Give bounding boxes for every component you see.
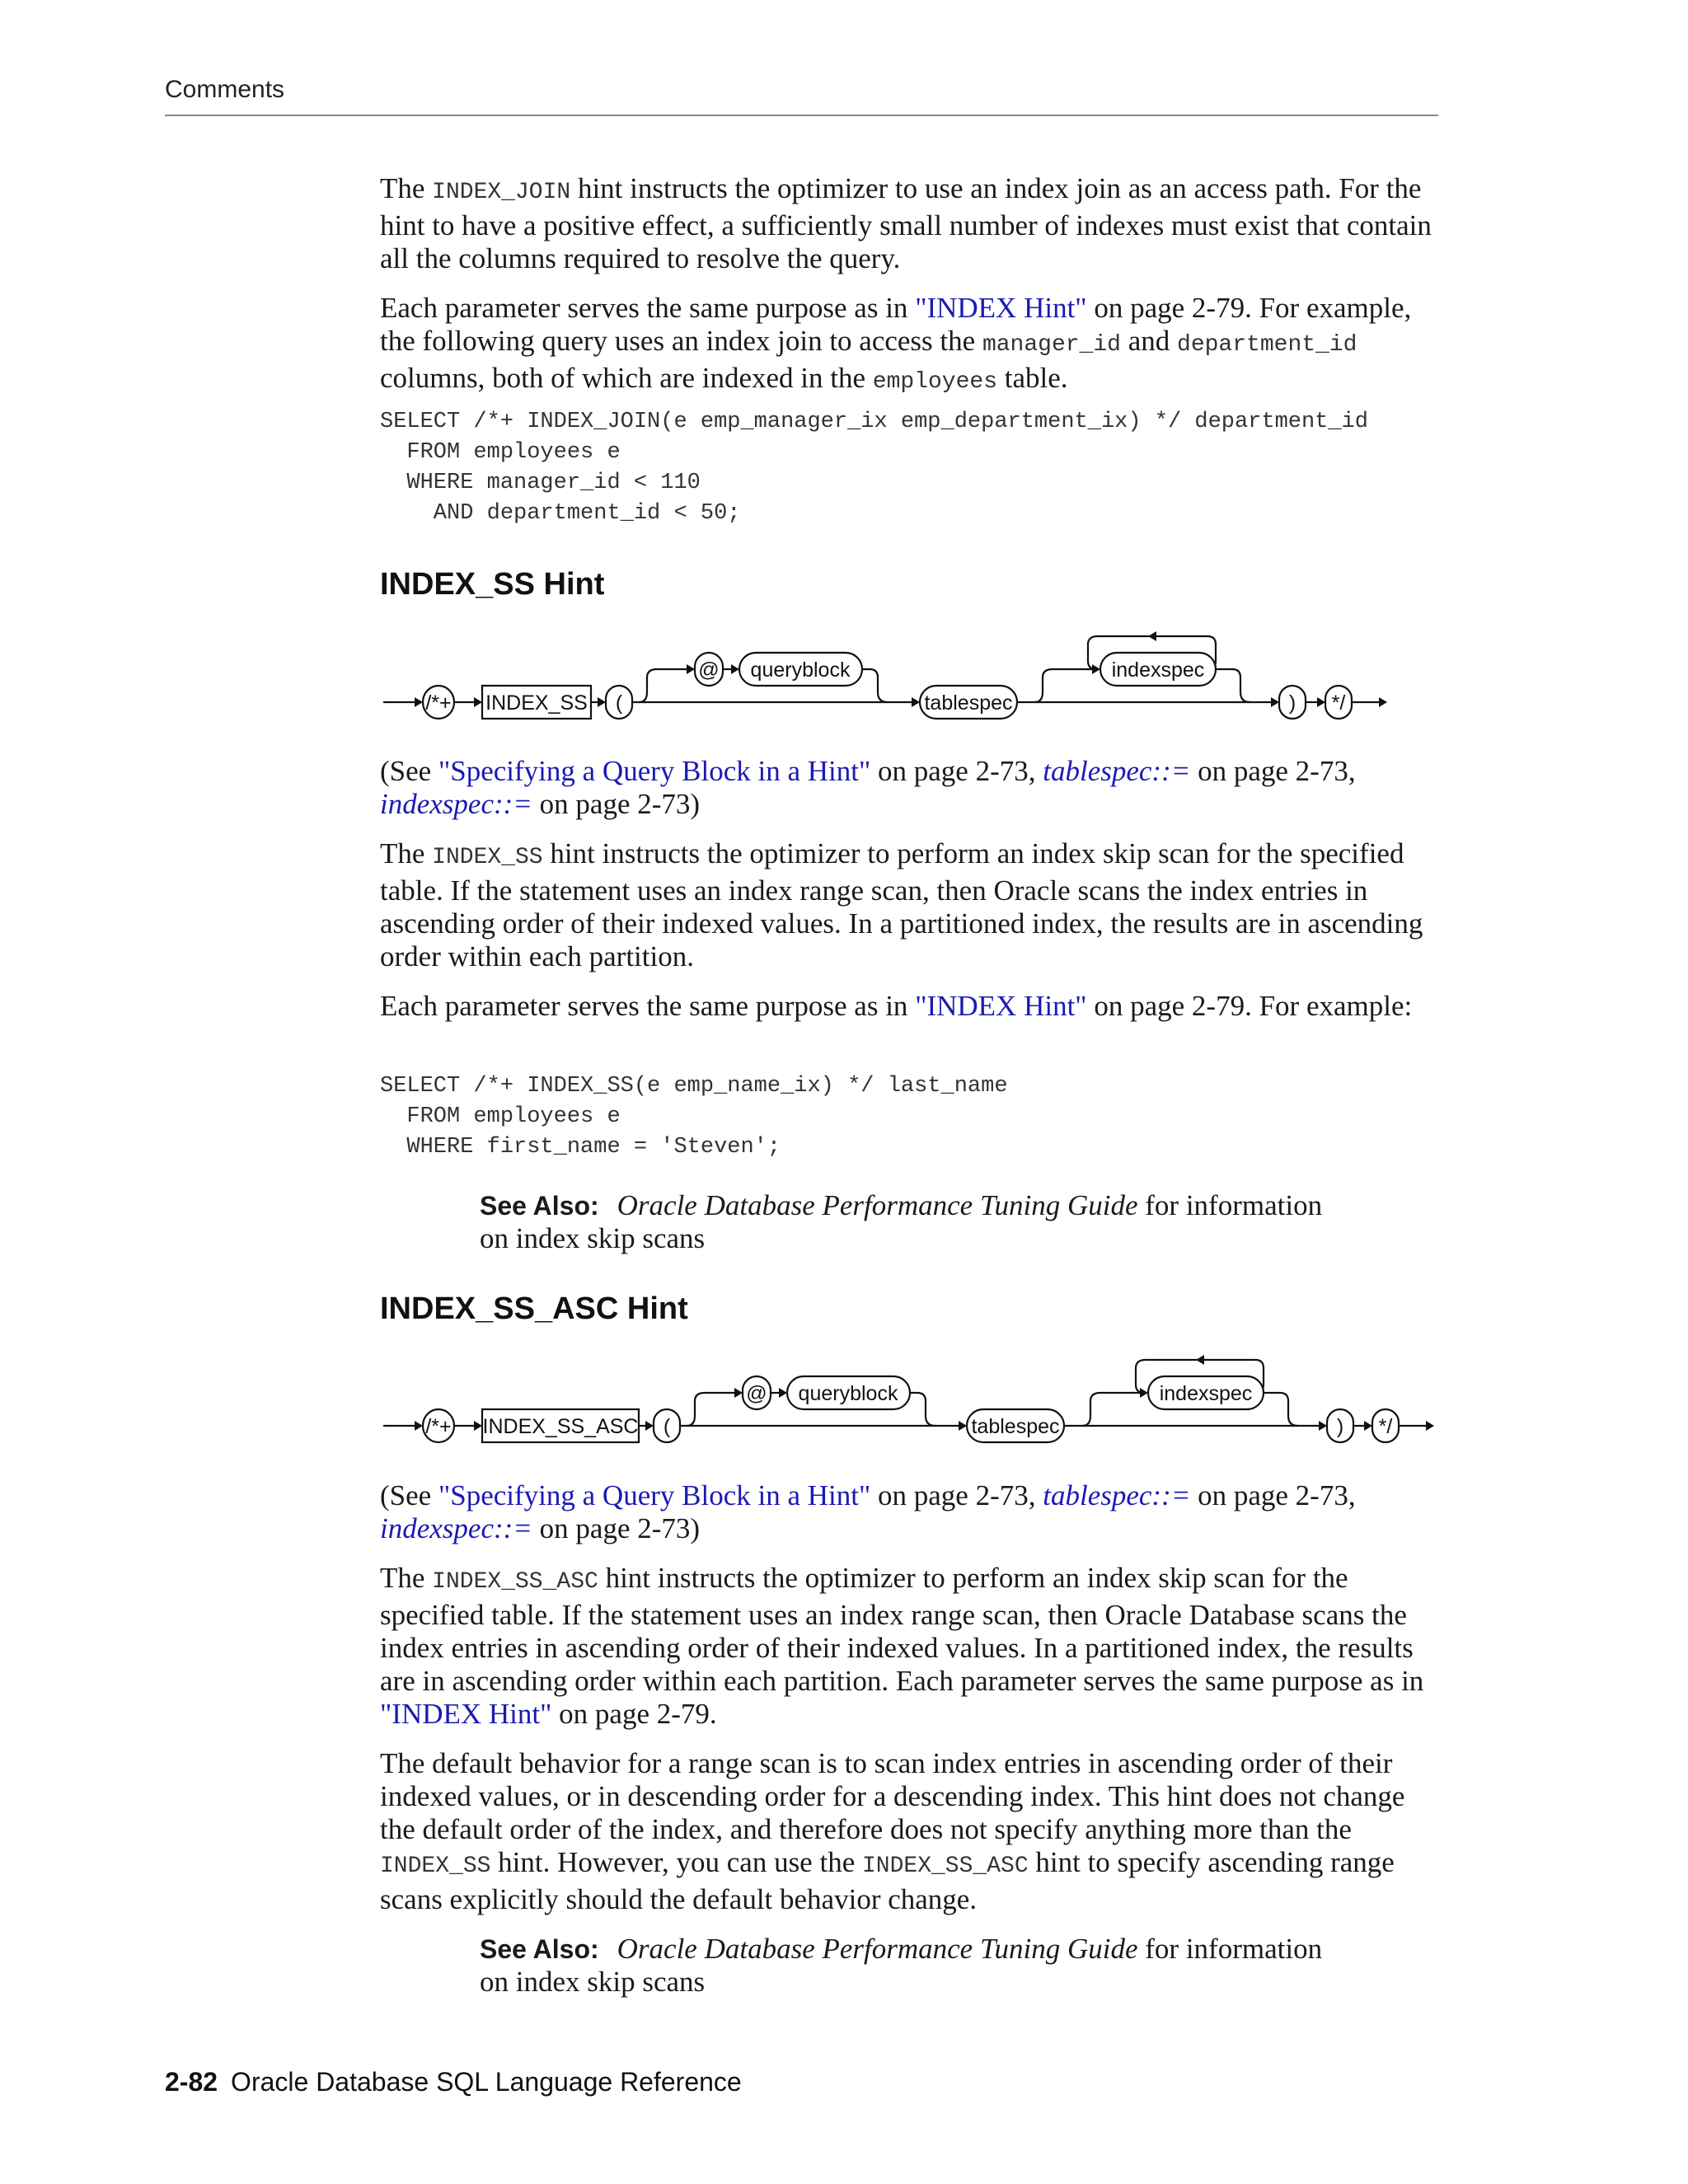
see-also-note	[480, 1189, 1353, 1255]
inline-code: INDEX_SS_ASC	[861, 1854, 1029, 1879]
text: columns, both of which are indexed in the	[380, 362, 873, 394]
text: for information on index skip scans	[480, 1933, 1323, 1998]
inline-code: INDEX_SS	[380, 1854, 491, 1879]
text: on page 2-73)	[532, 788, 701, 820]
text: The default behavior for a range scan is to scan index entries in ascending order of their indexed values, or in descending order for a descending index. This hint does not change the default order of the index, and therefore does not specify anything more than the	[380, 1747, 1405, 1845]
text: (See	[380, 755, 438, 787]
text: and	[1120, 325, 1178, 357]
text: on page 2-73)	[532, 1512, 701, 1544]
text: on page 2-73,	[1190, 1479, 1356, 1511]
inline-code: INDEX_JOIN	[432, 180, 571, 205]
paragraph	[380, 1562, 1443, 1731]
text: on page 2-73,	[870, 755, 1043, 787]
index-hint-link[interactable]: "INDEX Hint"	[915, 990, 1087, 1022]
tablespec-link[interactable]: tablespec::=	[1043, 1479, 1191, 1511]
text: on page 2-79. For example, the following query uses an index join to access the	[380, 292, 1412, 357]
text: table.	[997, 362, 1068, 394]
diagram-end-token: */	[1378, 1415, 1393, 1438]
text: on page 2-79.	[551, 1698, 717, 1730]
inline-code: INDEX_SS	[432, 845, 543, 870]
diagram-end-token: */	[1331, 691, 1346, 715]
page-footer	[165, 2067, 742, 2097]
inline-code: department_id	[1177, 332, 1357, 358]
diagram-keyword: INDEX_SS	[485, 691, 588, 715]
page-number: 2-82	[165, 2067, 218, 2097]
diagram-queryblock: queryblock	[798, 1382, 898, 1405]
index-hint-link[interactable]: "INDEX Hint"	[380, 1698, 552, 1730]
guide-title: Oracle Database Performance Tuning Guide	[617, 1189, 1138, 1221]
diagram-start-token: /*+	[425, 1415, 452, 1438]
indexspec-link[interactable]: indexspec::=	[380, 1512, 532, 1544]
text: (See	[380, 1479, 438, 1511]
text: Each parameter serves the same purpose as in	[380, 990, 916, 1022]
running-header: Comments	[165, 76, 285, 103]
diagram-rparen: )	[1288, 691, 1296, 715]
text: The	[380, 172, 433, 204]
text: hint to specify ascending range scans explicitly should the default behavior change.	[380, 1846, 1395, 1915]
diagram-lparen: (	[663, 1415, 671, 1438]
index-ss-asc-text	[380, 1479, 1443, 1916]
index-hint-link[interactable]: "INDEX Hint"	[915, 292, 1087, 324]
see-also-label: See Also:	[480, 1934, 599, 1964]
text: on page 2-73,	[870, 1479, 1043, 1511]
guide-title: Oracle Database Performance Tuning Guide	[617, 1933, 1138, 1965]
diagram-indexspec: indexspec	[1159, 1382, 1253, 1405]
diagram-rparen: )	[1336, 1415, 1344, 1438]
code-example-index-ss: SELECT /*+ INDEX_SS(e emp_name_ix) */ last_name FROM employees e WHERE first_name = 'Steven';	[380, 1074, 1008, 1160]
text: on page 2-73,	[1190, 755, 1356, 787]
text: hint. However, you can use the	[490, 1846, 862, 1878]
paragraph	[380, 172, 1443, 275]
section-heading-index-ss-asc: INDEX_SS_ASC Hint	[380, 1291, 688, 1326]
inline-code: employees	[872, 369, 998, 395]
syntax-diagram-index-ss-asc	[375, 1350, 1438, 1449]
index-ss-text	[380, 755, 1443, 1023]
diagram-lparen: (	[615, 691, 623, 715]
text: hint instructs the optimizer to use an index join as an access path. For the hint to have a positive effect, a sufficiently small number of indexes must exist that contain all the columns required to resolve the query.	[380, 172, 1432, 274]
diagram-indexspec: indexspec	[1111, 658, 1205, 682]
text: The	[380, 837, 433, 869]
see-also-note	[480, 1933, 1353, 1999]
diagram-queryblock: queryblock	[750, 658, 851, 682]
text: hint instructs the optimizer to perform an index skip scan for the specified table. If the statement uses an index range scan, then Oracle scans the index entries in ascending order of their indexed values. In a partitioned index, the results are in ascending order within each partition.	[380, 837, 1423, 972]
inline-code: INDEX_SS_ASC	[432, 1569, 598, 1595]
see-references	[380, 755, 1443, 821]
paragraph	[380, 990, 1443, 1023]
book-title: Oracle Database SQL Language Reference	[231, 2067, 742, 2097]
paragraph	[380, 1747, 1443, 1916]
text: for information on index skip scans	[480, 1189, 1323, 1254]
paragraph	[380, 292, 1443, 399]
diagram-tablespec: tablespec	[971, 1415, 1060, 1438]
text: hint instructs the optimizer to perform an index skip scan for the specified table. If the statement uses an index range scan, then Oracle Database scans the index entries in ascending order of their indexed values. In a partitioned index, the results are in ascending order within each partition. Each parameter serves the same purpose as in	[380, 1562, 1424, 1697]
tablespec-link[interactable]: tablespec::=	[1043, 755, 1191, 787]
query-block-link[interactable]: "Specifying a Query Block in a Hint"	[438, 755, 871, 787]
see-also-label: See Also:	[480, 1191, 599, 1221]
text: Each parameter serves the same purpose as in	[380, 292, 916, 324]
paragraph	[380, 837, 1443, 973]
header-rule	[165, 115, 1438, 116]
index-join-text	[380, 172, 1443, 399]
text: The	[380, 1562, 433, 1594]
code-example-index-join: SELECT /*+ INDEX_JOIN(e emp_manager_ix emp_department_ix) */ department_id FROM employees e WHERE manager_id < 110 AND department_id < 50;	[380, 410, 1368, 526]
diagram-tablespec: tablespec	[924, 691, 1013, 715]
text: on page 2-79. For example:	[1086, 990, 1413, 1022]
section-heading-index-ss: INDEX_SS Hint	[380, 567, 605, 602]
query-block-link[interactable]: "Specifying a Query Block in a Hint"	[438, 1479, 871, 1511]
see-references	[380, 1479, 1443, 1545]
inline-code: manager_id	[982, 332, 1121, 358]
diagram-at: @	[746, 1382, 767, 1405]
indexspec-link[interactable]: indexspec::=	[380, 788, 532, 820]
diagram-keyword: INDEX_SS_ASC	[482, 1415, 639, 1438]
syntax-diagram-index-ss	[375, 626, 1405, 725]
diagram-at: @	[698, 658, 720, 682]
diagram-start-token: /*+	[425, 691, 452, 715]
